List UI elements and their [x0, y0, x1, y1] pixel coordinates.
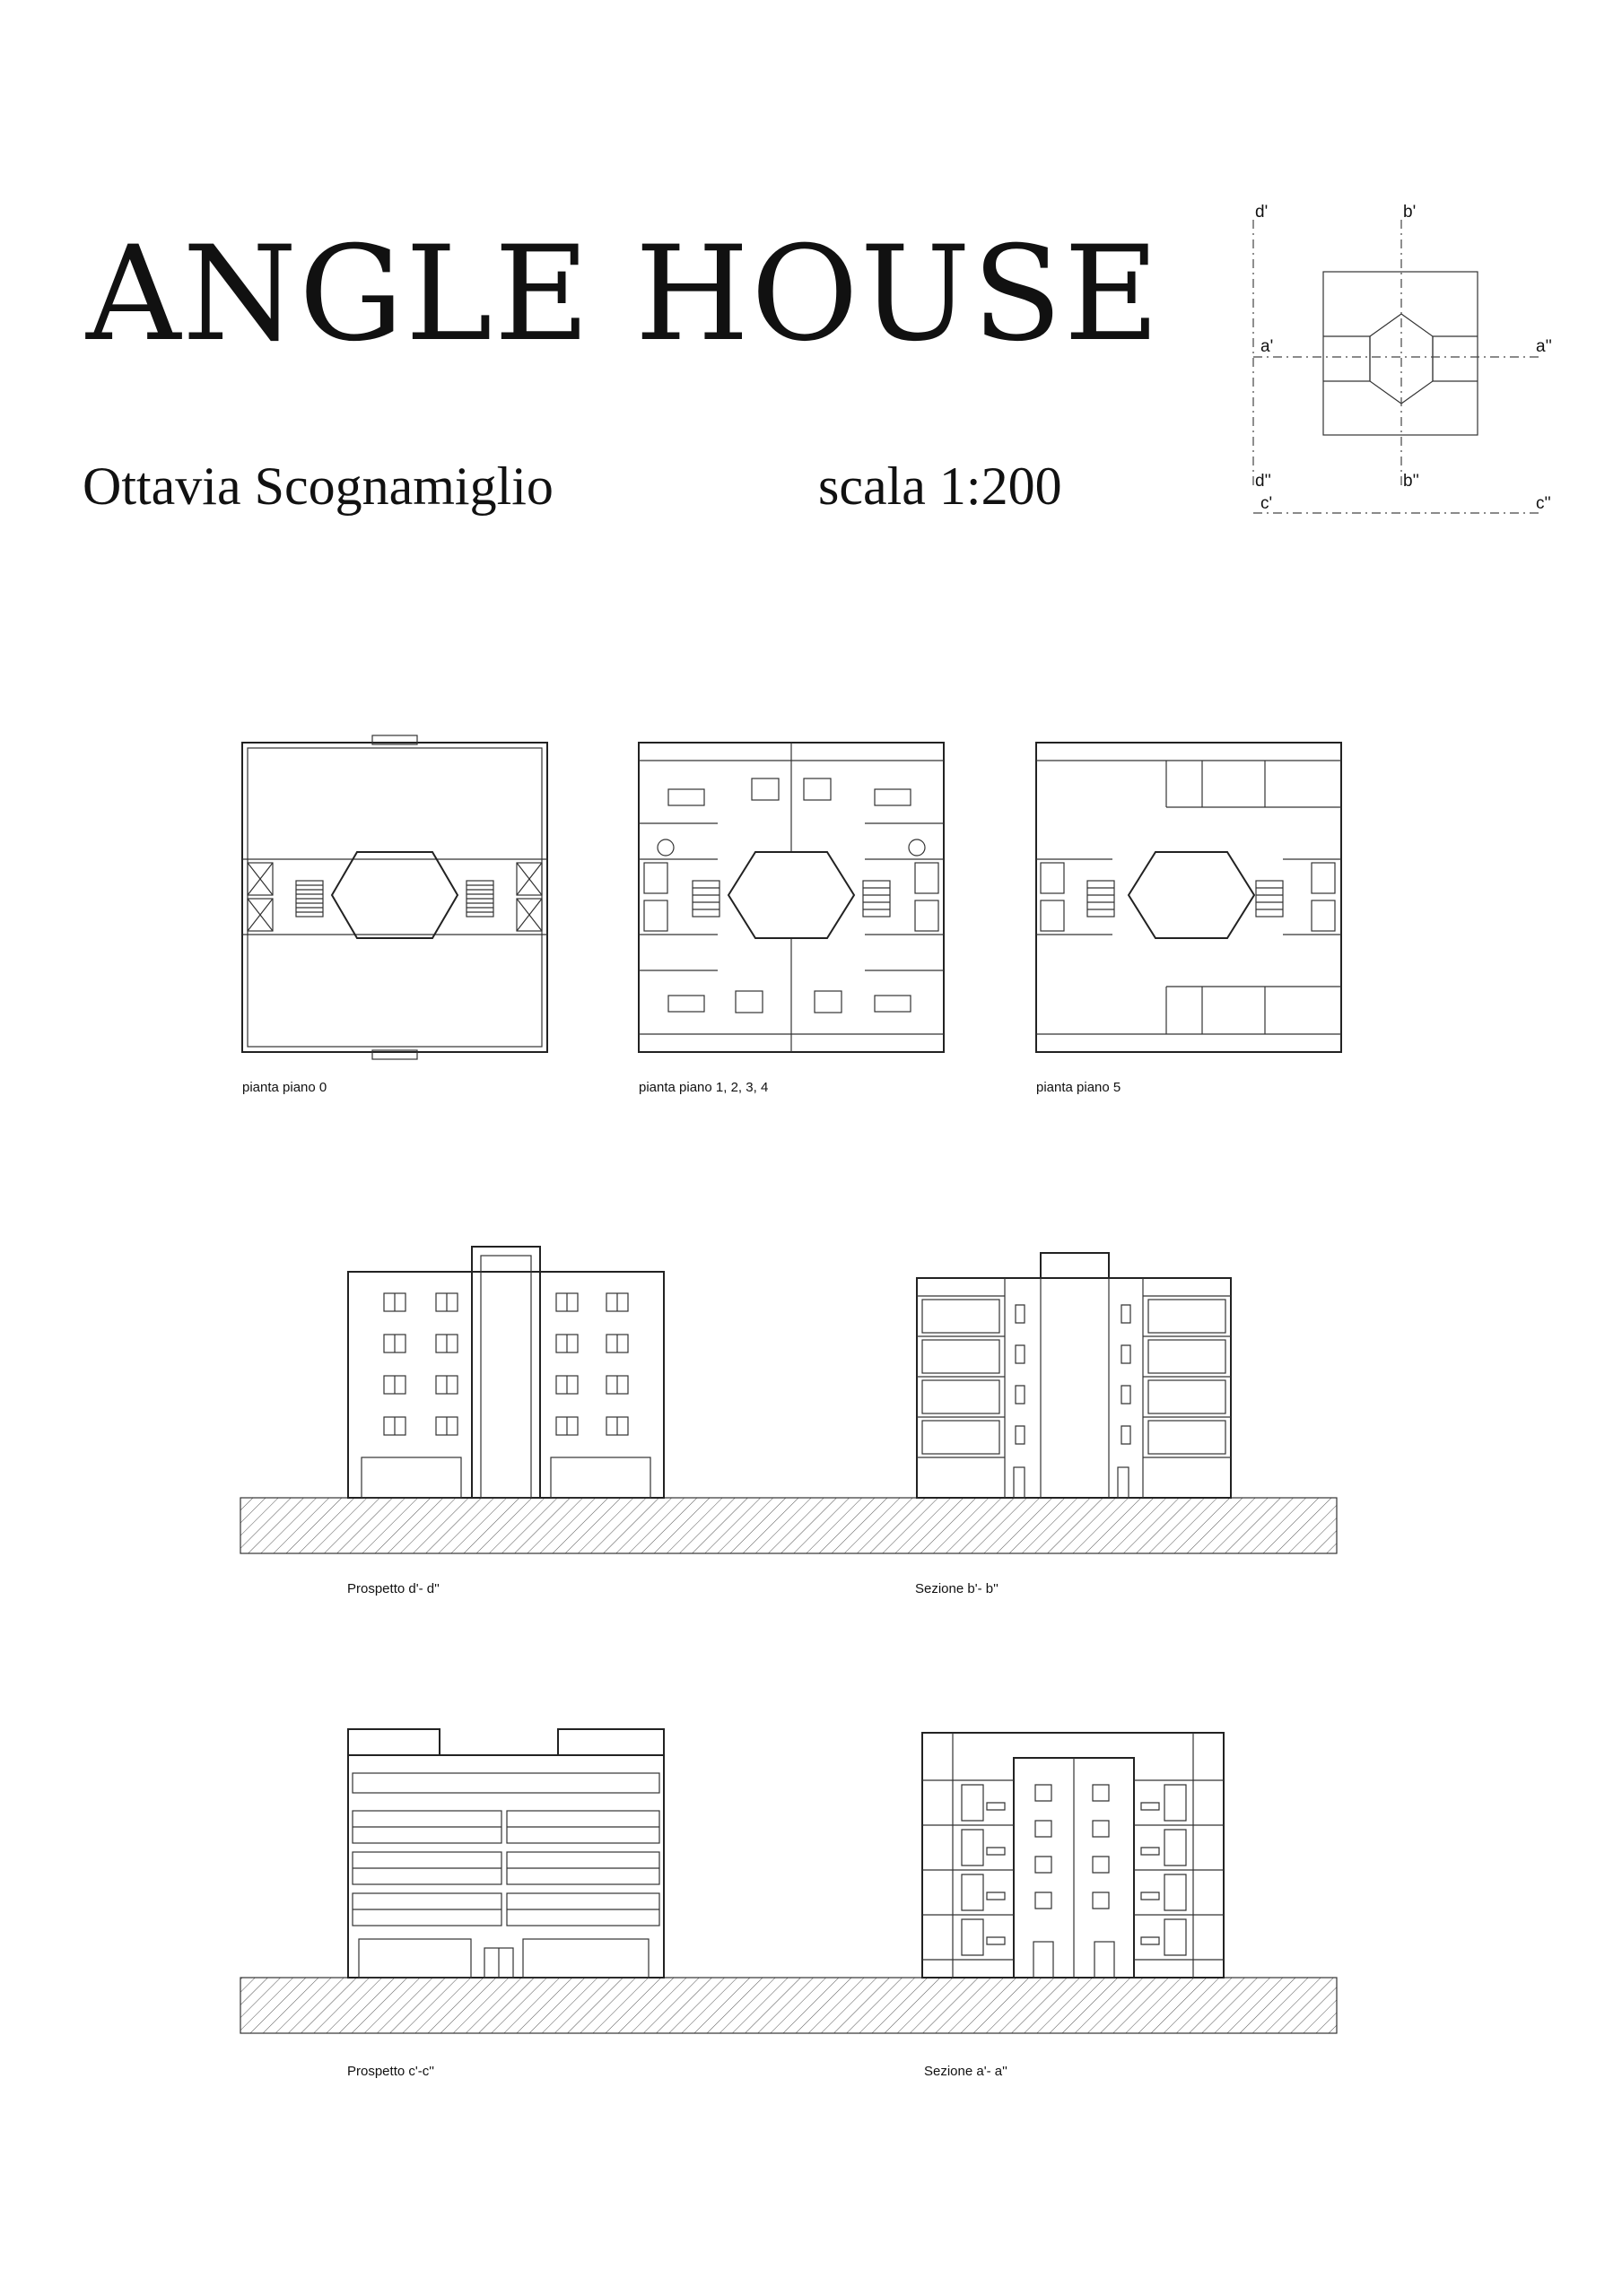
- scale-label: scala 1:200: [818, 457, 1062, 516]
- plan-top-floor: [1036, 743, 1341, 1095]
- ground-line-row-2: [240, 1978, 1337, 2033]
- author-name: Ottavia Scognamiglio: [83, 457, 554, 516]
- ground-line-row-1: [240, 1498, 1337, 1553]
- key-label-c-left: c': [1260, 494, 1273, 513]
- label-elevation-d-d: Prospetto d'- d'': [347, 1581, 440, 1596]
- label-plan-0: pianta piano 0: [242, 1080, 327, 1095]
- plan-ground-floor: [242, 735, 547, 1095]
- key-label-b-bottom: b'': [1403, 472, 1419, 491]
- key-plan-footprint: [1323, 272, 1478, 435]
- key-label-d-top: d': [1255, 203, 1269, 222]
- key-plan: [1253, 203, 1552, 513]
- label-plan-5: pianta piano 5: [1036, 1080, 1121, 1095]
- label-plan-1-4: pianta piano 1, 2, 3, 4: [639, 1080, 769, 1095]
- key-label-c-right: c'': [1536, 494, 1551, 513]
- label-elevation-c-c: Prospetto c'-c'': [347, 2064, 434, 2079]
- key-label-b-top: b': [1403, 203, 1417, 222]
- plan-typical-floor: [639, 743, 944, 1095]
- label-section-b-b: Sezione b'- b'': [915, 1581, 998, 1596]
- label-section-a-a: Sezione a'- a'': [924, 2064, 1007, 2079]
- sheet-title: ANGLE HOUSE: [86, 218, 1162, 370]
- key-label-a-right: a'': [1536, 337, 1552, 356]
- key-label-d-bottom: d'': [1255, 472, 1271, 491]
- key-label-a-left: a': [1260, 337, 1274, 356]
